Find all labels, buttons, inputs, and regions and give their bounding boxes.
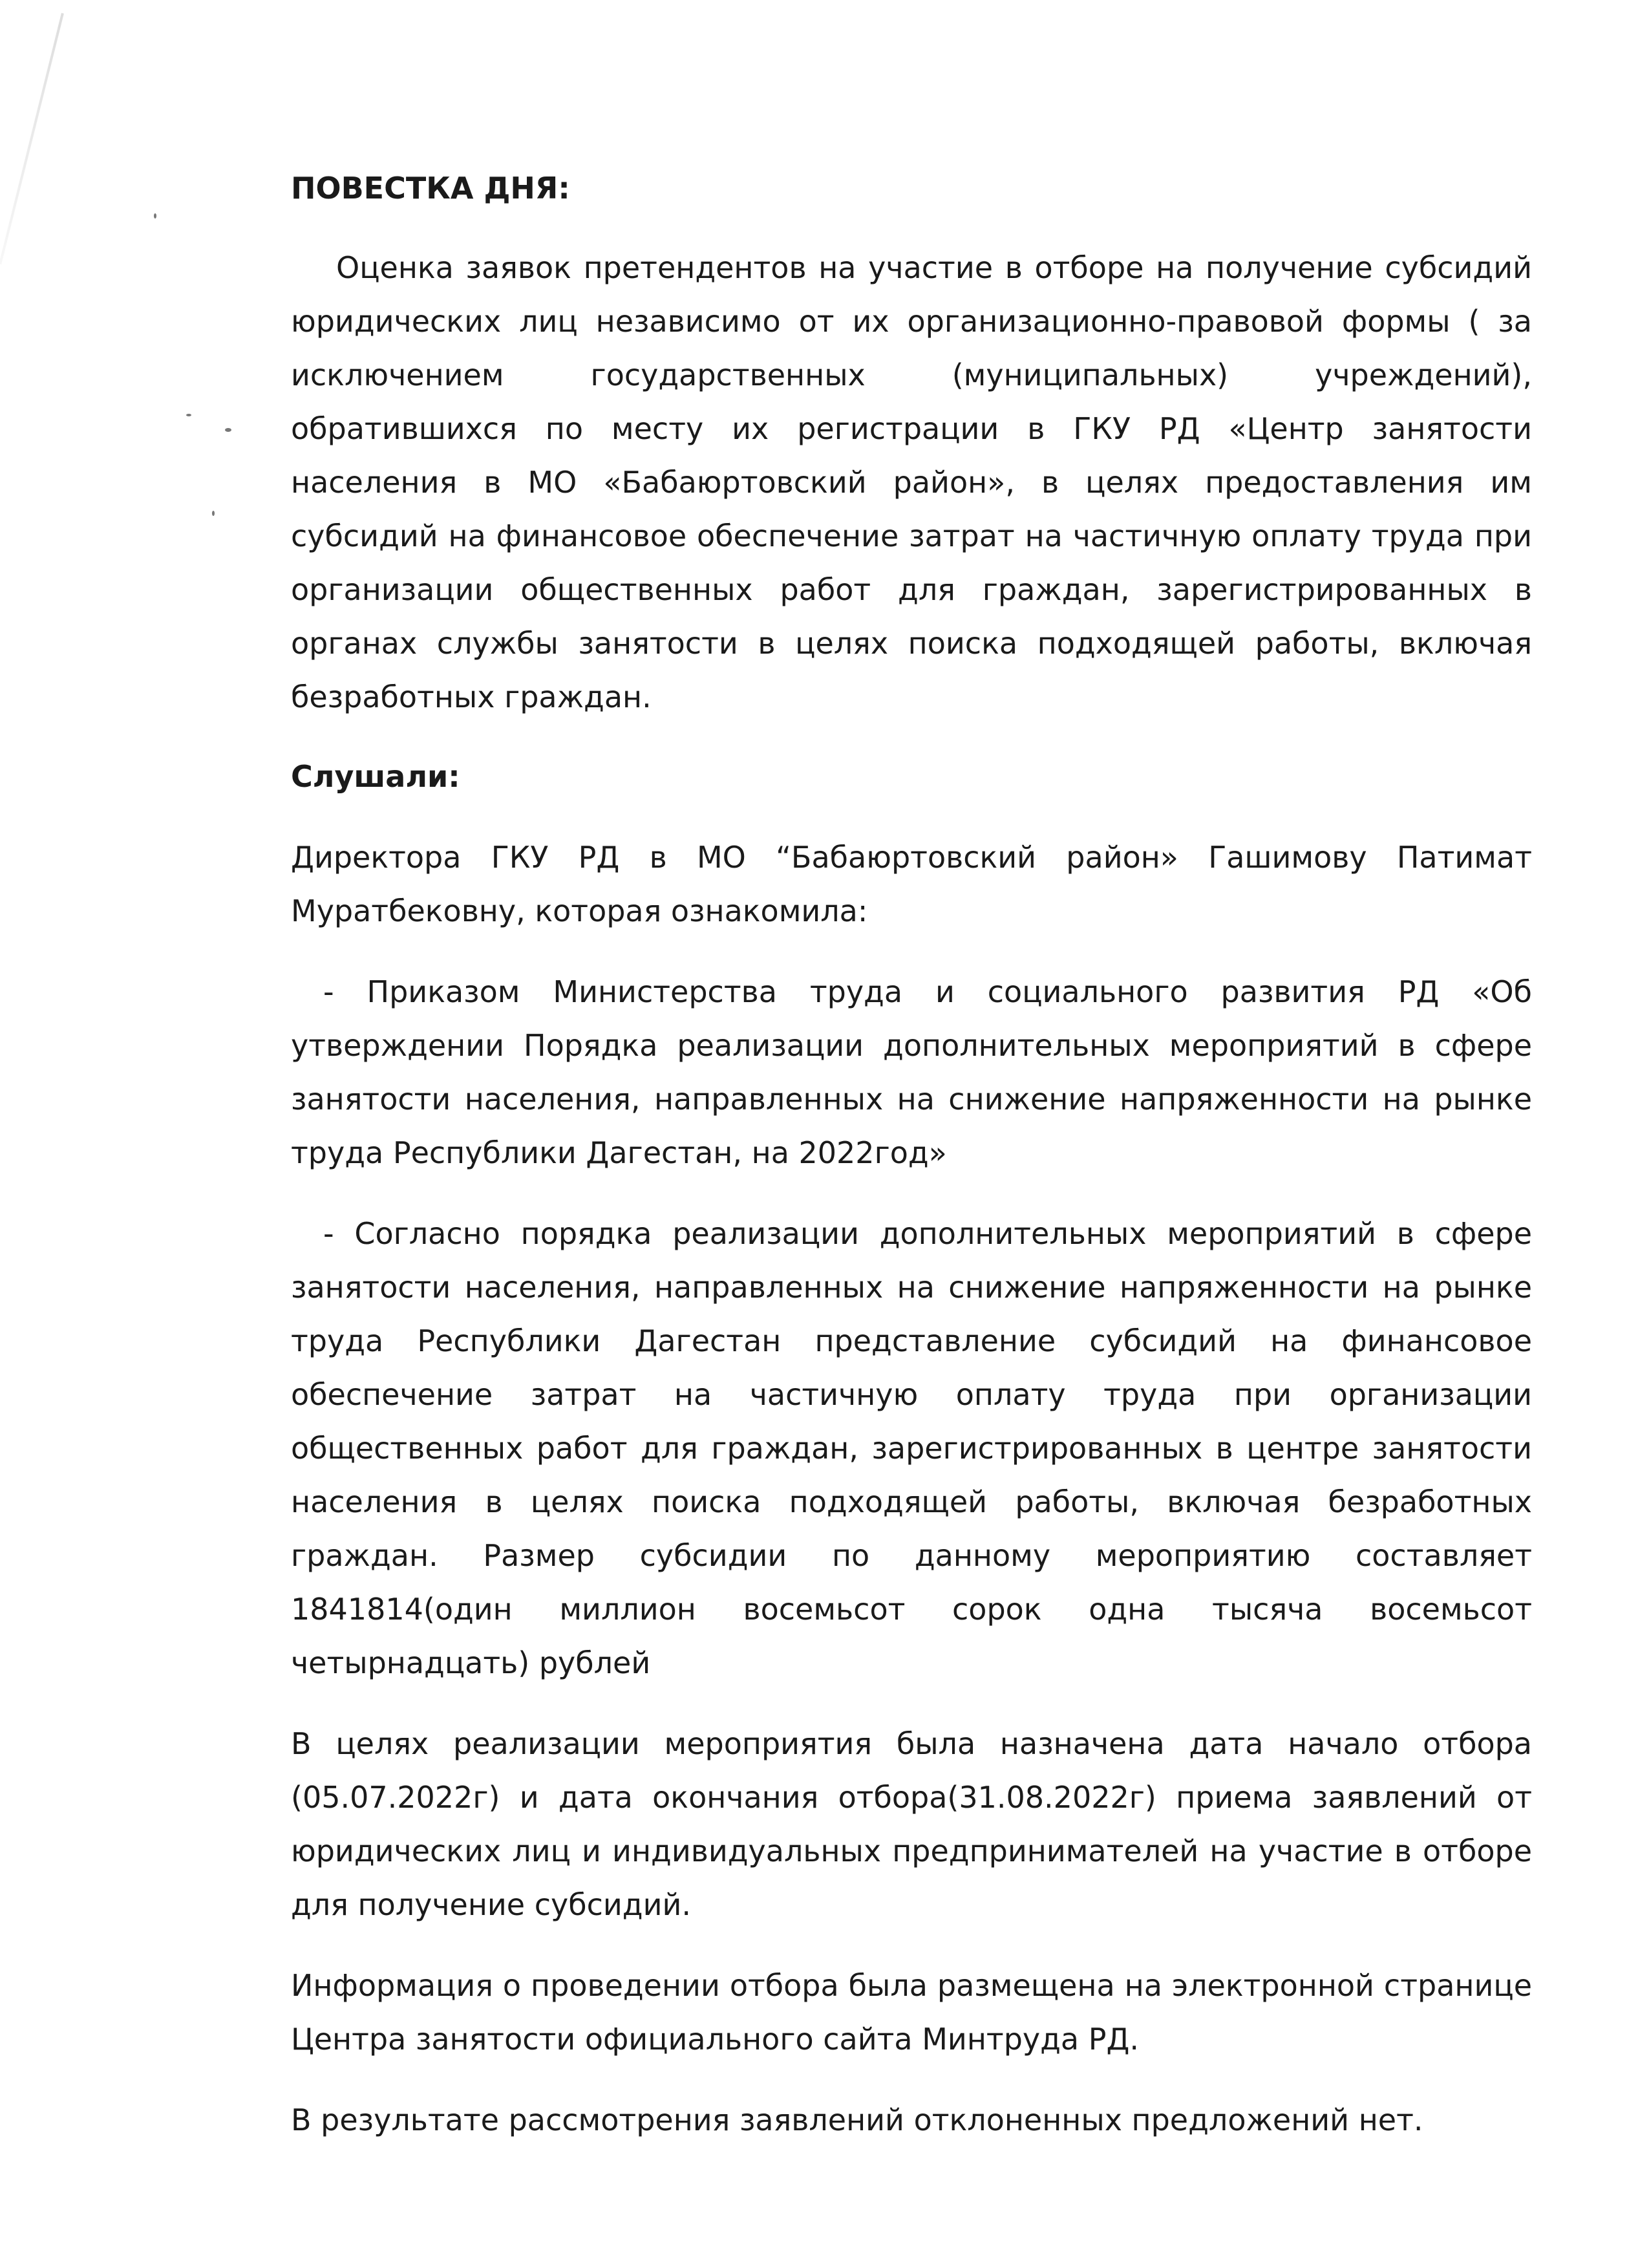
agenda-text: Оценка заявок претендентов на участие в отборе на получение субсидий юридических лиц независимо от их организационно-правовой формы ( за исключением государственных (муниципальных) учреждений), обратившихся по месту их регистрации в ГКУ РД «Центр занятости населения в МО «Бабаюртовский район», в целях предоставления им субсидий на финансовое обеспечение затрат на частичную оплату труда при организации общественных работ для граждан, зарегистрированных в органах службы занятости в целях поиска подходящей работы, включая безработных граждан. — [291, 250, 1532, 714]
scan-speck — [212, 511, 215, 516]
result-paragraph: В результате рассмотрения заявлений отклоненных предложений нет. — [291, 2102, 1423, 2137]
listened-intro: Директора ГКУ РД в МО “Бабаюртовский район» Гашимову Патимат Муратбековну, которая ознакомила: — [291, 840, 1532, 928]
scan-speck — [225, 428, 231, 432]
listened-heading: Слушали: — [291, 759, 460, 794]
selection-dates-paragraph: В целях реализации мероприятия была назначена дата начало отбора (05.07.2022г) и дата окончания отбора(31.08.2022г) приема заявлений от юридических лиц и индивидуальных предпринимателей на участие в отборе для получение субсидий. — [291, 1726, 1532, 1922]
scan-speck — [186, 414, 191, 416]
agenda-heading: ПОВЕСТКА ДНЯ: — [291, 171, 570, 206]
listened-item-2: - Согласно порядка реализации дополнительных мероприятий в сфере занятости населения, направленных на снижение напряженности на рынке труда Республики Дагестан представление субсидий на финансовое обеспечение затрат на частичную оплату труда при организации общественных работ для граждан, зарегистрированных в центре занятости населения в целях поиска подходящей работы, включая безработных граждан. Размер субсидии по данному мероприятию составляет 1841814(один миллион восемьсот сорок одна тысяча восемьсот четырнадцать) рублей — [291, 1216, 1532, 1680]
scan-speck — [154, 213, 156, 219]
info-published-paragraph: Информация о проведении отбора была размещена на электронной странице Центра занятости официального сайта Минтруда РД. — [291, 1968, 1532, 2057]
scan-artifact-line — [0, 13, 64, 264]
listened-item-1: - Приказом Министерства труда и социального развития РД «Об утверждении Порядка реализации дополнительных мероприятий в сфере занятости населения, направленных на снижение напряженности на рынке труда Республики Дагестан, на 2022год» — [291, 974, 1532, 1170]
document-body — [291, 162, 1532, 2147]
